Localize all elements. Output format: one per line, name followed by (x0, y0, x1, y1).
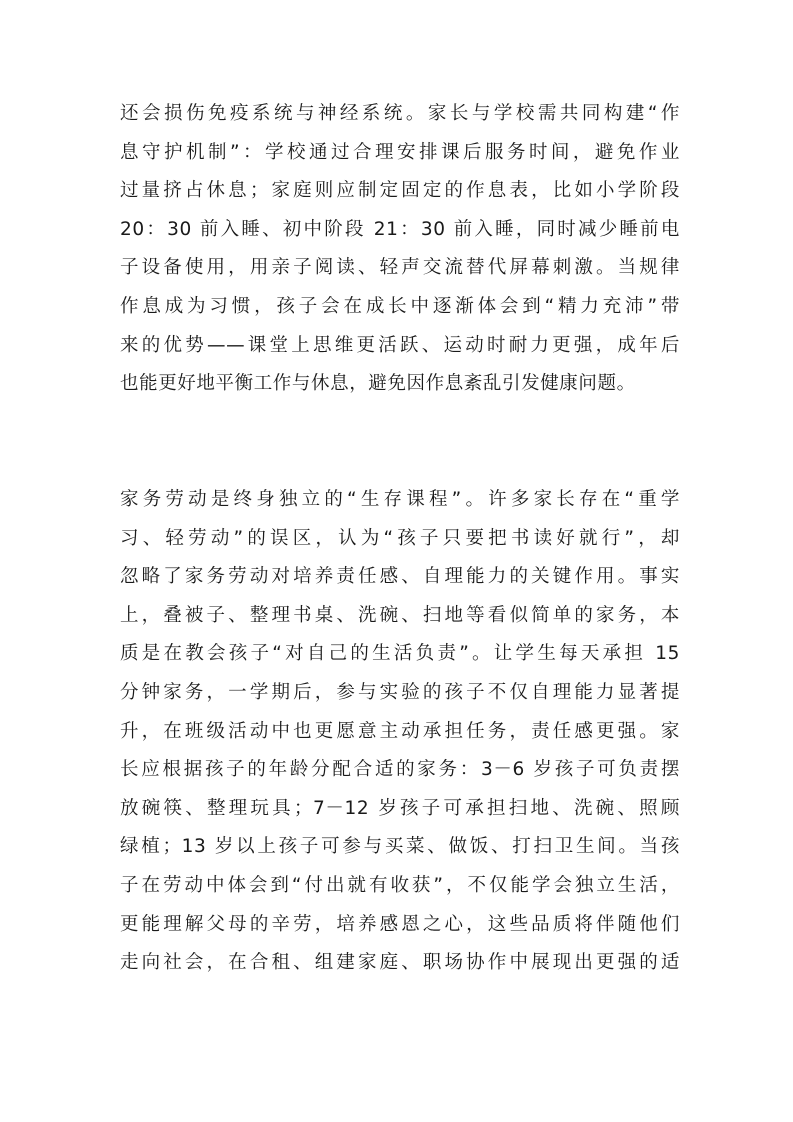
text-line: 分钟家务，一学期后，参与实验的孩子不仅自理能力显著提 (120, 681, 680, 703)
text-line: 长应根据孩子的年龄分配合适的家务：3－6 岁孩子可负责摆 (120, 759, 680, 781)
text-line: 放碗筷、整理玩具；7－12 岁孩子可承担扫地、洗碗、照顾 (120, 797, 680, 819)
text-line: 忽略了家务劳动对培养责任感、自理能力的关键作用。事实 (120, 566, 680, 588)
text-line: 过量挤占休息；家庭则应制定固定的作息表，比如小学阶段 (120, 180, 680, 202)
text-line: 来的优势——课堂上思维更活跃、运动时耐力更强，成年后 (120, 334, 680, 356)
text-line: 上，叠被子、整理书桌、洗碗、扫地等看似简单的家务，本 (120, 604, 680, 626)
paragraph-sleep-routine (120, 95, 680, 404)
text-line: 走向社会，在合租、组建家庭、职场协作中展现出更强的适 (120, 952, 680, 974)
text-line: 家务劳动是终身独立的“生存课程”。许多家长存在“重学 (120, 489, 680, 510)
text-line: 升，在班级活动中也更愿意主动承担任务，责任感更强。家 (120, 720, 680, 742)
paragraph-housework (120, 481, 680, 983)
text-line: 也能更好地平衡工作与休息，避免因作息紊乱引发健康问题。 (120, 373, 636, 395)
text-line: 绿植；13 岁以上孩子可参与买菜、做饭、打扫卫生间。当孩 (120, 836, 680, 858)
text-line: 20：30 前入睡、初中阶段 21：30 前入睡，同时减少睡前电 (120, 218, 680, 240)
text-line: 还会损伤免疫系统与神经系统。家长与学校需共同构建“作 (120, 103, 680, 124)
text-line: 子在劳动中体会到“付出就有收获”，不仅能学会独立生活， (120, 874, 680, 896)
text-line: 子设备使用，用亲子阅读、轻声交流替代屏幕刺激。当规律 (120, 257, 680, 279)
text-line: 更能理解父母的辛劳，培养感恩之心，这些品质将伴随他们 (120, 913, 680, 935)
text-line: 习、轻劳动”的误区，认为“孩子只要把书读好就行”，却 (120, 527, 680, 549)
text-line: 质是在教会孩子“对自己的生活负责”。让学生每天承担 15 (120, 643, 680, 665)
text-line: 作息成为习惯，孩子会在成长中逐渐体会到“精力充沛”带 (120, 295, 680, 317)
text-line: 息守护机制”：学校通过合理安排课后服务时间，避免作业 (120, 141, 680, 163)
